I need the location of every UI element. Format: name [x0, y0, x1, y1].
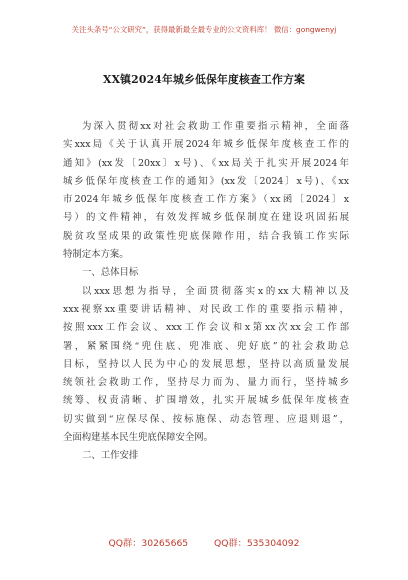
footer-contacts — [0, 535, 408, 549]
header-note: 关注头条号“公文研究”，获得最新最全最专业的公文资料库！ 微信：gongwenyj — [71, 25, 337, 34]
paragraph-line: 目标，坚持以人民为中心的发展思想，坚持以高质量发展 — [63, 358, 349, 370]
paragraph-line: 切实做到“应保尽保、按标施保、动态管理、应退则退”， — [63, 413, 349, 425]
document-title: XX镇2024年城乡低保年度核查工作方案 — [103, 73, 305, 86]
paragraph-line: 号）的文件精神，有效发挥城乡低保制度在建设巩固拓展 — [63, 212, 349, 224]
paragraph-line: 特制定本方案。 — [63, 249, 129, 261]
paragraph-line: 城乡低保年度核查工作的通知》(xx发〔2024〕x号)、《xx — [63, 175, 349, 187]
paragraph-line: 为深入贯彻xx对社会救助工作重要指示精神，全面落 — [82, 121, 349, 132]
paragraph-line: 以xxx思想为指导，全面贯彻落实x的xx大精神以及 — [82, 285, 349, 297]
section-heading-1: 一、总体目标 — [82, 267, 139, 279]
paragraph-line: 通知》(xx发〔20xx〕x号)、《xx局关于扎实开展2024年 — [63, 157, 349, 169]
footer-qq-group-1: QQ群：30265665 — [108, 538, 189, 549]
footer-qq-group-2: QQ群：535304092 — [214, 538, 300, 549]
paragraph-line: 市2024年城乡低保年度核查工作方案》（xx函〔2024〕x — [63, 194, 349, 206]
paragraph-line: 实xxx局《关于认真开展2024年城乡低保年度核查工作的 — [63, 139, 349, 151]
paragraph-intro — [63, 118, 349, 466]
paragraph-line: 统领社会救助工作，坚持尽力而为、量力而行，坚持城乡 — [63, 377, 349, 389]
paragraph-line: xxx视察xx重要讲话精神、对民政工作的重要指示精神， — [63, 303, 349, 315]
paragraph-line: 署，紧紧围绕“兜住底、兜准底、兜好底”的社会救助总 — [63, 340, 349, 352]
section-heading-2: 二、工作安排 — [82, 450, 139, 462]
paragraph-line: 脱贫攻坚成果的政策性兜底保障作用，结合我镇工作实际 — [63, 230, 349, 242]
paragraph-line: 统筹、权责清晰、扩围增效，扎实开展城乡低保年度核查 — [63, 395, 349, 407]
paragraph-line: 按照xxx工作会议、xxx工作会议和x第xx次xx会工作部 — [63, 322, 349, 334]
paragraph-line: 全面构建基本民生兜底保障安全网。 — [63, 432, 214, 444]
